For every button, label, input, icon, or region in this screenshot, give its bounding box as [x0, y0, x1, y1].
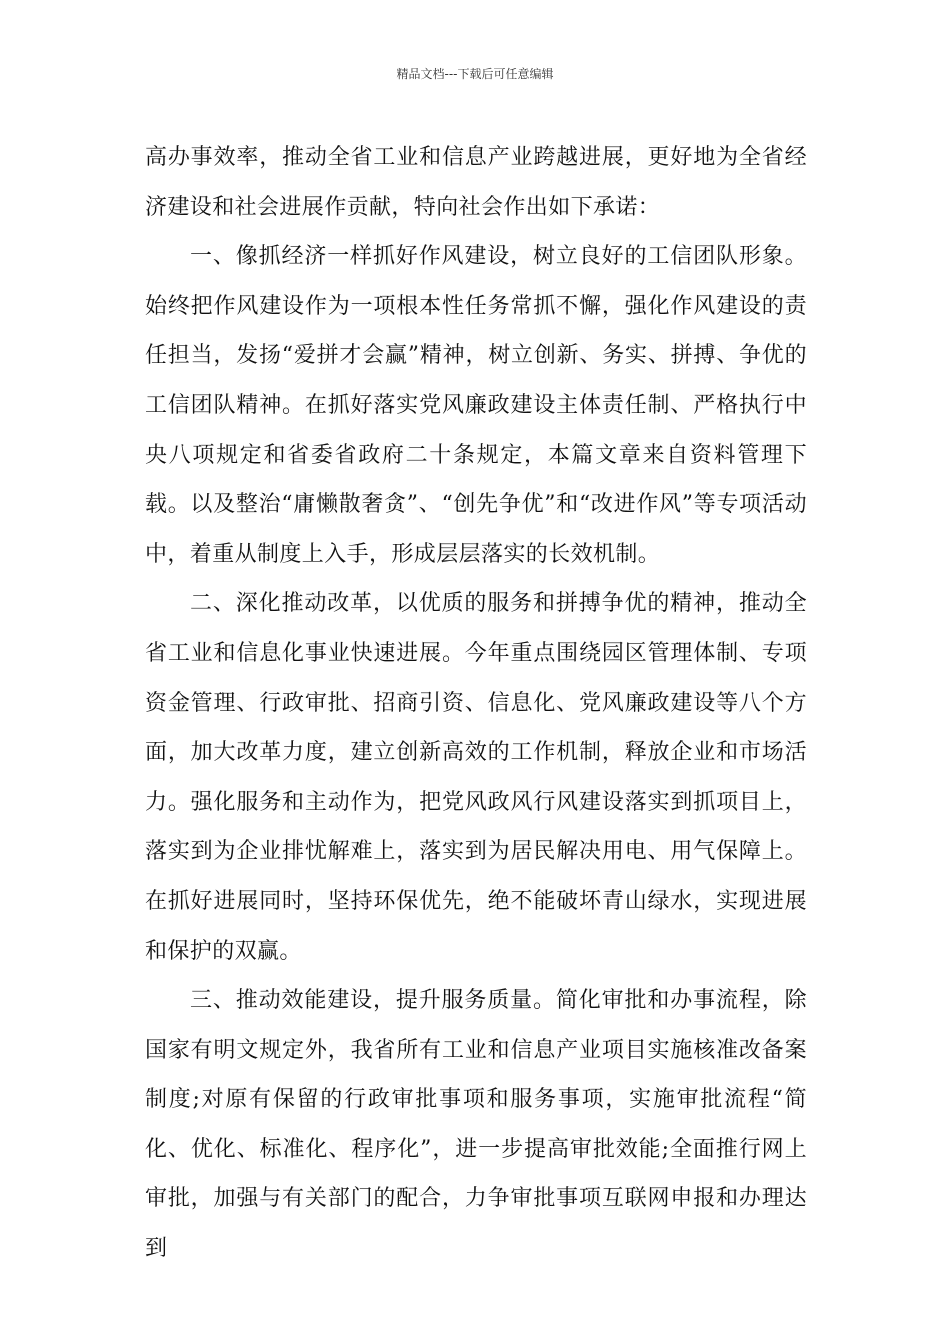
paragraph-commitment-1: 一、像抓经济一样抓好作风建设，树立良好的工信团队形象。始终把作风建设作为一项根本性任务常抓不懈，强化作风建设的责任担当，发扬“爱拼才会赢”精神，树立创新、务实、拼搏、争优的工信团队精神。在抓好落实党风廉政建设主体责任制、严格执行中央八项规定和省委省政府二十条规定，本篇文章来自资料管理下载。以及整治“庸懒散奢贪”、“创先争优”和“改进作风”等专项活动中，着重从制度上入手，形成层层落实的长效机制。: [145, 244, 807, 567]
paragraph-intro: 高办事效率，推动全省工业和信息产业跨越进展，更好地为全省经济建设和社会进展作贡献，特向社会作出如下承诺：: [145, 145, 807, 220]
paragraph-commitment-2: 二、深化推动改革，以优质的服务和拼搏争优的精神，推动全省工业和信息化事业快速进展。今年重点围绕园区管理体制、专项资金管理、行政审批、招商引资、信息化、党风廉政建设等八个方面，加大改革力度，建立创新高效的工作机制，释放企业和市场活力。强化服务和主动作为，把党风政风行风建设落实到抓项目上，落实到为企业排忧解难上，落实到为居民解决用电、用气保障上。在抓好进展同时，坚持环保优先，绝不能破坏青山绿水，实现进展和保护的双赢。: [145, 591, 807, 964]
document-body: [145, 133, 807, 1274]
page-header: 精品文档---下载后可任意编辑: [396, 67, 554, 81]
paragraph-commitment-3: 三、推动效能建设，提升服务质量。简化审批和办事流程，除国家有明文规定外，我省所有工业和信息产业项目实施核准改备案制度;对原有保留的行政审批事项和服务事项，实施审批流程“简化、优化、标准化、程序化”，进一步提高审批效能;全面推行网上审批，加强与有关部门的配合，力争审批事项互联网申报和办理达到: [145, 988, 807, 1262]
